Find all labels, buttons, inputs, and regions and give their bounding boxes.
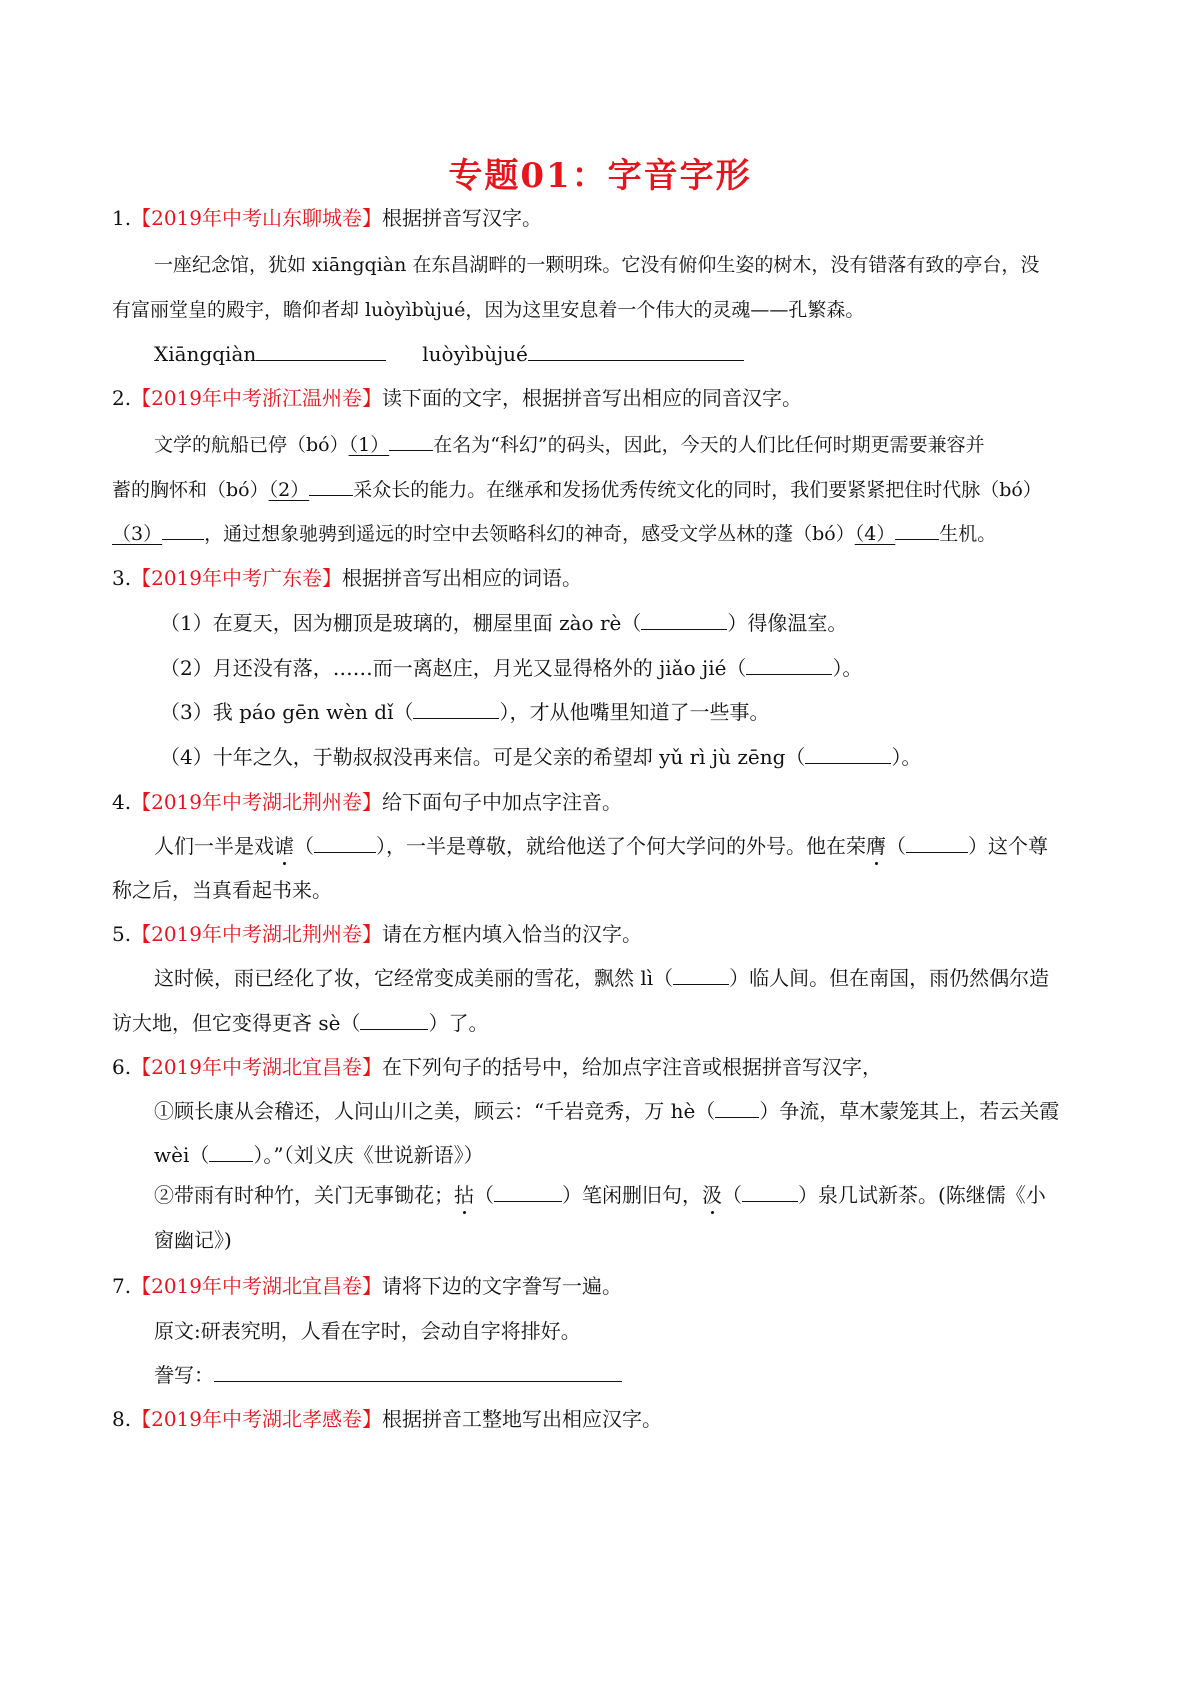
text-segment: 文学的航船已停（bó） bbox=[154, 434, 349, 456]
question-5-text-line bbox=[112, 1009, 488, 1037]
question-3-item bbox=[160, 698, 769, 726]
question-source: 【2019年中考湖北荆州卷】 bbox=[131, 922, 382, 946]
text-segment: ）泉几试新茶。(陈继儒《小 bbox=[798, 1183, 1046, 1207]
text-segment: ）得像温室。 bbox=[727, 611, 848, 635]
answer-blank[interactable] bbox=[209, 1141, 253, 1162]
text-segment: 访大地，但它变得更吝 sè（ bbox=[112, 1011, 361, 1035]
question-2-text-line bbox=[112, 475, 1042, 504]
question-3-item bbox=[160, 609, 847, 637]
dotted-character: 拈 bbox=[454, 1183, 474, 1207]
question-7-header bbox=[112, 1272, 622, 1300]
question-prompt: 根据拼音写出相应的词语。 bbox=[342, 566, 582, 590]
question-3-item bbox=[160, 654, 862, 682]
question-number: 3. bbox=[112, 566, 132, 590]
question-source: 【2019年中考广东卷】 bbox=[131, 566, 342, 590]
text-segment: ）了。 bbox=[428, 1011, 489, 1035]
question-number: 6. bbox=[112, 1055, 132, 1079]
question-6-text-line bbox=[154, 1097, 1059, 1125]
question-2-text-line bbox=[112, 519, 996, 548]
answer-label: luòyìbùjué bbox=[422, 342, 528, 366]
text-segment: ），才从他嘴里知道了一些事。 bbox=[499, 700, 770, 724]
text-segment: ，通过想象驰骋到遥远的时空中去领略科幻的神奇，感受文学丛林的蓬（bó） bbox=[204, 523, 855, 545]
dotted-character: 谑 bbox=[274, 834, 294, 858]
question-number: 5. bbox=[112, 922, 132, 946]
dotted-character: 汲 bbox=[702, 1183, 722, 1207]
text-segment: （ bbox=[886, 834, 906, 858]
question-number: 1. bbox=[112, 206, 132, 230]
answer-blank[interactable] bbox=[256, 340, 386, 361]
question-2-header bbox=[112, 384, 802, 412]
question-4-text-line: 称之后，当真看起书来。 bbox=[112, 878, 332, 902]
text-segment: （ bbox=[722, 1183, 742, 1207]
answer-blank[interactable] bbox=[528, 340, 744, 361]
text-segment: （1）在夏天，因为棚顶是玻璃的，棚屋里面 zào rè（ bbox=[160, 611, 642, 635]
question-3-header bbox=[112, 564, 582, 592]
question-prompt: 根据拼音写汉字。 bbox=[382, 206, 542, 230]
question-8-header bbox=[112, 1405, 662, 1433]
text-segment: 人们一半是戏 bbox=[154, 834, 274, 858]
question-prompt: 读下面的文字，根据拼音写出相应的同音汉字。 bbox=[382, 386, 802, 410]
answer-blank[interactable] bbox=[805, 743, 891, 764]
answer-blank[interactable] bbox=[389, 430, 433, 451]
text-segment: 在名为“科幻”的码头，因此，今天的人们比任何时期更需要兼容并 bbox=[433, 434, 985, 456]
question-number: 4. bbox=[112, 790, 132, 814]
question-6-header bbox=[112, 1053, 882, 1081]
question-5-header bbox=[112, 920, 642, 948]
text-segment: wèi（ bbox=[154, 1143, 210, 1167]
text-segment: ）这个尊 bbox=[968, 834, 1048, 858]
answer-blank[interactable] bbox=[673, 964, 729, 985]
question-3-item bbox=[160, 743, 921, 771]
blank-number: （4） bbox=[854, 523, 896, 545]
text-segment: ）。”（刘义庆《世说新语》） bbox=[253, 1143, 484, 1167]
text-segment: ）临人间。但在南国，雨仍然偶尔造 bbox=[729, 966, 1050, 990]
question-prompt: 在下列句子的括号中，给加点字注音或根据拼音写汉字， bbox=[382, 1055, 882, 1079]
question-source: 【2019年中考湖北孝感卷】 bbox=[131, 1407, 382, 1431]
answer-blank[interactable] bbox=[413, 698, 499, 719]
question-1-text-line: 有富丽堂皇的殿宇，瞻仰者却 luòyìbùjué，因为这里安息着一个伟大的灵魂——孔繁森。 bbox=[112, 299, 865, 321]
question-4-text-line bbox=[154, 832, 1048, 860]
text-segment: ）。 bbox=[891, 745, 922, 769]
question-1-header bbox=[112, 204, 542, 232]
question-5-text-line bbox=[154, 964, 1049, 992]
answer-blank[interactable] bbox=[641, 609, 727, 630]
text-segment: （ bbox=[294, 834, 314, 858]
text-segment: 这时候，雨已经化了妆，它经常变成美丽的雪花，飘然 lì（ bbox=[154, 966, 674, 990]
text-segment: ）。 bbox=[832, 656, 863, 680]
answer-blank[interactable] bbox=[309, 475, 353, 496]
text-segment: ），一半是尊敬，就给他送了个何大学问的外号。他在荣 bbox=[376, 834, 866, 858]
page-title: 专题01：字音字形 bbox=[448, 156, 752, 196]
question-6-text-line bbox=[154, 1141, 484, 1169]
question-prompt: 请将下边的文字誊写一遍。 bbox=[382, 1274, 622, 1298]
question-7-copy-line bbox=[154, 1361, 622, 1389]
blank-number: （3） bbox=[112, 523, 163, 545]
blank-number: （2） bbox=[268, 479, 310, 501]
question-number: 8. bbox=[112, 1407, 132, 1431]
question-source: 【2019年中考湖北宜昌卷】 bbox=[131, 1274, 382, 1298]
question-number: 2. bbox=[112, 386, 132, 410]
blank-number: （1） bbox=[348, 434, 390, 456]
question-7-original: 原文:研表究明，人看在字时，会动自字将排好。 bbox=[154, 1319, 581, 1343]
question-source: 【2019年中考湖北荆州卷】 bbox=[131, 790, 382, 814]
question-prompt: 请在方框内填入恰当的汉字。 bbox=[382, 922, 642, 946]
answer-label: Xiāngqiàn bbox=[154, 342, 257, 366]
question-4-header bbox=[112, 788, 622, 816]
answer-blank[interactable] bbox=[494, 1181, 562, 1202]
question-number: 7. bbox=[112, 1274, 132, 1298]
text-segment: （ bbox=[474, 1183, 494, 1207]
copy-blank[interactable] bbox=[214, 1361, 622, 1382]
question-6-text-line: 窗幽记》) bbox=[154, 1228, 232, 1252]
answer-blank[interactable] bbox=[742, 1181, 798, 1202]
question-source: 【2019年中考山东聊城卷】 bbox=[131, 206, 382, 230]
question-1-answer-line bbox=[154, 340, 744, 368]
question-prompt: 给下面句子中加点字注音。 bbox=[382, 790, 622, 814]
answer-blank[interactable] bbox=[746, 654, 832, 675]
text-segment: （2）月还没有落，……而一离赵庄，月光又显得格外的 jiǎo jié（ bbox=[160, 656, 747, 680]
question-source: 【2019年中考浙江温州卷】 bbox=[131, 386, 382, 410]
text-segment: 蓄的胸怀和（bó） bbox=[112, 479, 269, 501]
text-segment: ②带雨有时种竹，关门无事锄花； bbox=[154, 1183, 454, 1207]
text-segment: ①顾长康从会稽还，人问山川之美，顾云：“千岩竞秀，万 hè（ bbox=[154, 1099, 716, 1123]
answer-blank[interactable] bbox=[360, 1009, 428, 1030]
text-segment: （3）我 páo gēn wèn dǐ（ bbox=[160, 700, 414, 724]
text-segment: ）笔闲删旧句， bbox=[562, 1183, 702, 1207]
answer-blank[interactable] bbox=[314, 832, 376, 853]
answer-blank[interactable] bbox=[906, 832, 968, 853]
text-segment: 采众长的能力。在继承和发扬优秀传统文化的同时，我们要紧紧把住时代脉（bó） bbox=[353, 479, 1042, 501]
answer-blank[interactable] bbox=[162, 519, 204, 540]
question-6-text-line bbox=[154, 1181, 1046, 1209]
text-segment: ）争流，草木蒙笼其上，若云关霞 bbox=[759, 1099, 1060, 1123]
text-segment: （4）十年之久，于勒叔叔没再来信。可是父亲的希望却 yǔ rì jù zēng（ bbox=[160, 745, 806, 769]
question-2-text-line bbox=[154, 430, 985, 459]
text-segment: 生机。 bbox=[939, 523, 997, 545]
dotted-character: 膺 bbox=[866, 834, 886, 858]
question-source: 【2019年中考湖北宜昌卷】 bbox=[131, 1055, 382, 1079]
question-prompt: 根据拼音工整地写出相应汉字。 bbox=[382, 1407, 662, 1431]
question-1-text-line: 一座纪念馆，犹如 xiāngqiàn 在东昌湖畔的一颗明珠。它没有俯仰生姿的树木，没有错落有致的亭台，没 bbox=[154, 254, 1040, 276]
answer-blank[interactable] bbox=[715, 1097, 759, 1118]
answer-blank[interactable] bbox=[895, 519, 939, 540]
copy-label: 誊写： bbox=[154, 1363, 214, 1387]
